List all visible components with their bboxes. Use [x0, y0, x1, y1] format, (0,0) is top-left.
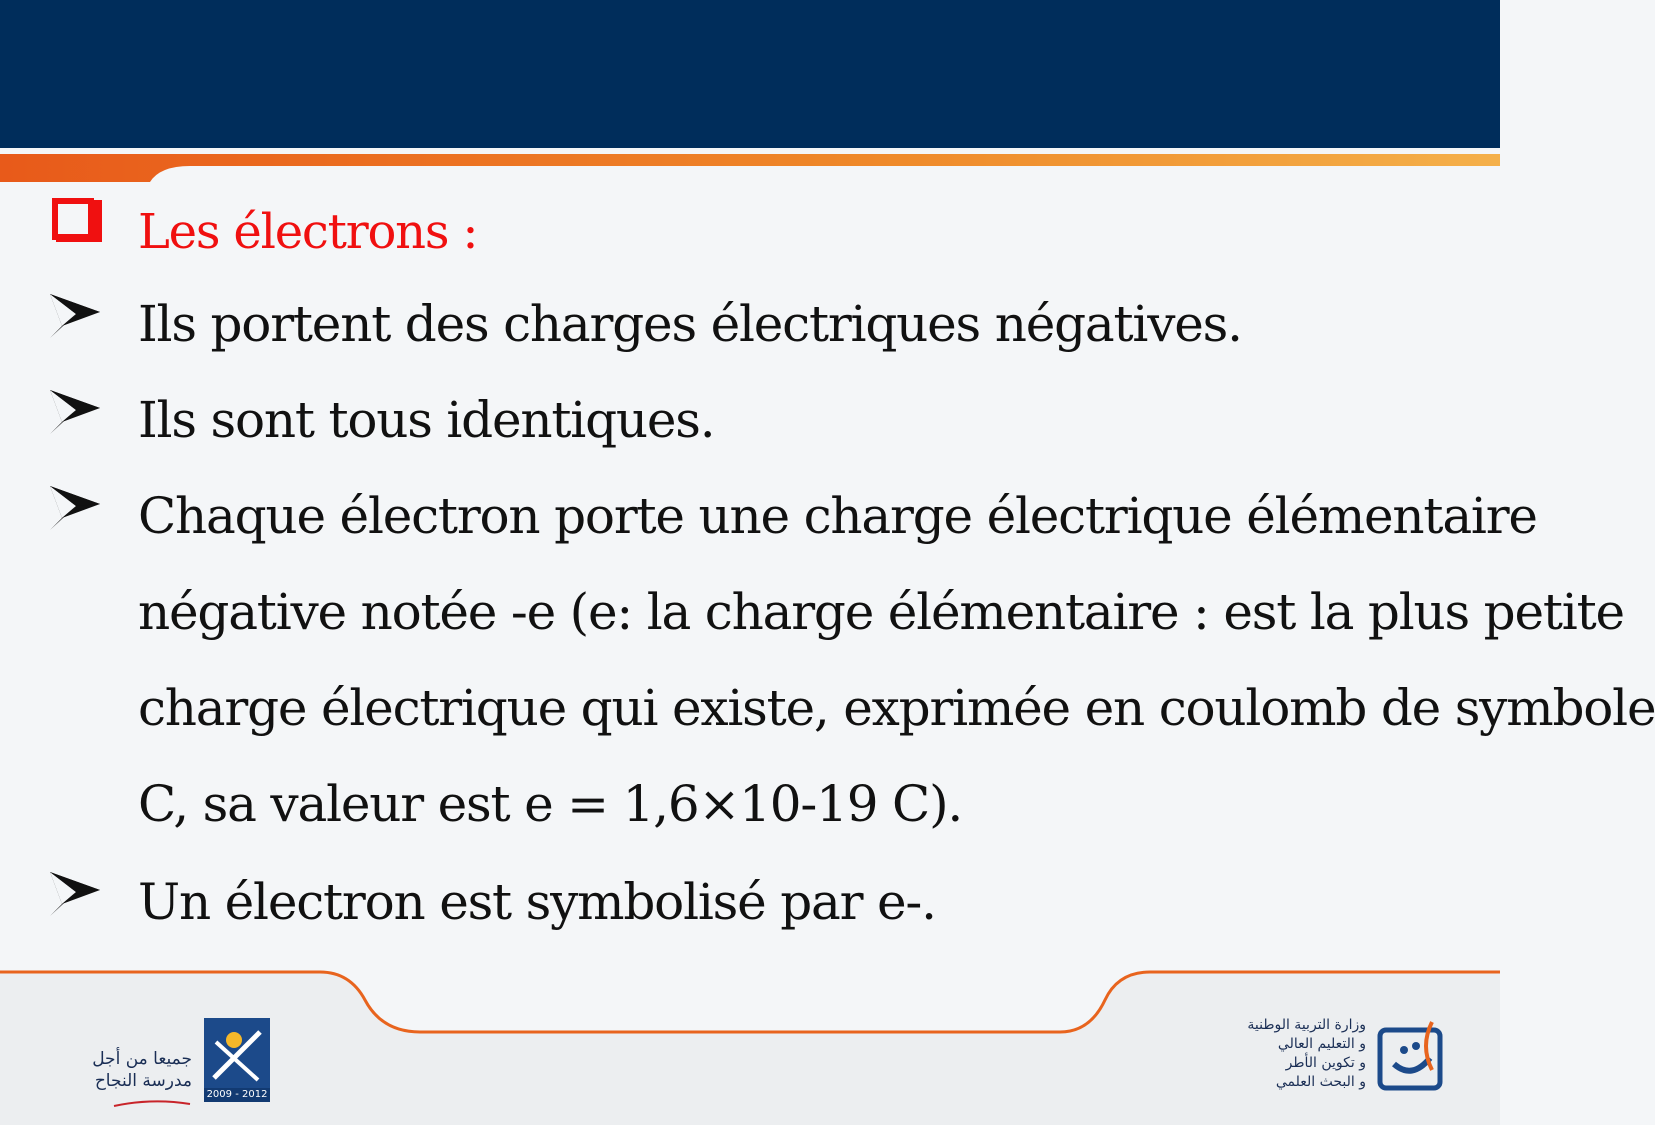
ministry-line: و التعليم العالي — [1277, 1036, 1366, 1052]
ministry-emblem-icon — [1376, 1016, 1448, 1092]
ministry-line: و البحث العلمي — [1275, 1074, 1366, 1090]
arrow-bullet-icon — [48, 480, 102, 534]
arrow-bullet-icon — [48, 384, 102, 438]
bullet-text: Un électron est symbolisé par e-. — [138, 873, 936, 931]
left-logo-swoosh-icon — [112, 1100, 192, 1108]
checkbox-icon — [48, 196, 102, 250]
left-logo-text — [52, 1048, 192, 1114]
bullet-text-continued: négative notée -e (e: la charge élémentaire : est la plus petite — [138, 583, 1624, 641]
ministry-name — [1108, 1016, 1366, 1092]
bullet-text: Ils portent des charges électriques négatives. — [138, 295, 1242, 353]
left-logo-line: مدرسة النجاح — [94, 1071, 192, 1091]
bullet-text: Chaque électron porte une charge électrique élémentaire — [138, 487, 1537, 545]
left-logo-line: جميعا من أجل — [92, 1049, 192, 1069]
arrow-bullet-icon — [48, 866, 102, 920]
ministry-line: و تكوين الأطر — [1285, 1055, 1366, 1071]
bullet-text-continued: charge électrique qui existe, exprimée en coulomb de symbole — [138, 679, 1655, 737]
arrow-bullet-icon — [48, 288, 102, 342]
bullet-text-continued: C, sa valeur est e = 1,6×10-19 C). — [138, 775, 963, 833]
left-logo-years: 2009 - 2012 — [204, 1088, 270, 1102]
bullet-text: Ils sont tous identiques. — [138, 391, 715, 449]
section-heading: Les électrons : — [138, 204, 478, 260]
ministry-line: وزارة التربية الوطنية — [1247, 1017, 1366, 1033]
